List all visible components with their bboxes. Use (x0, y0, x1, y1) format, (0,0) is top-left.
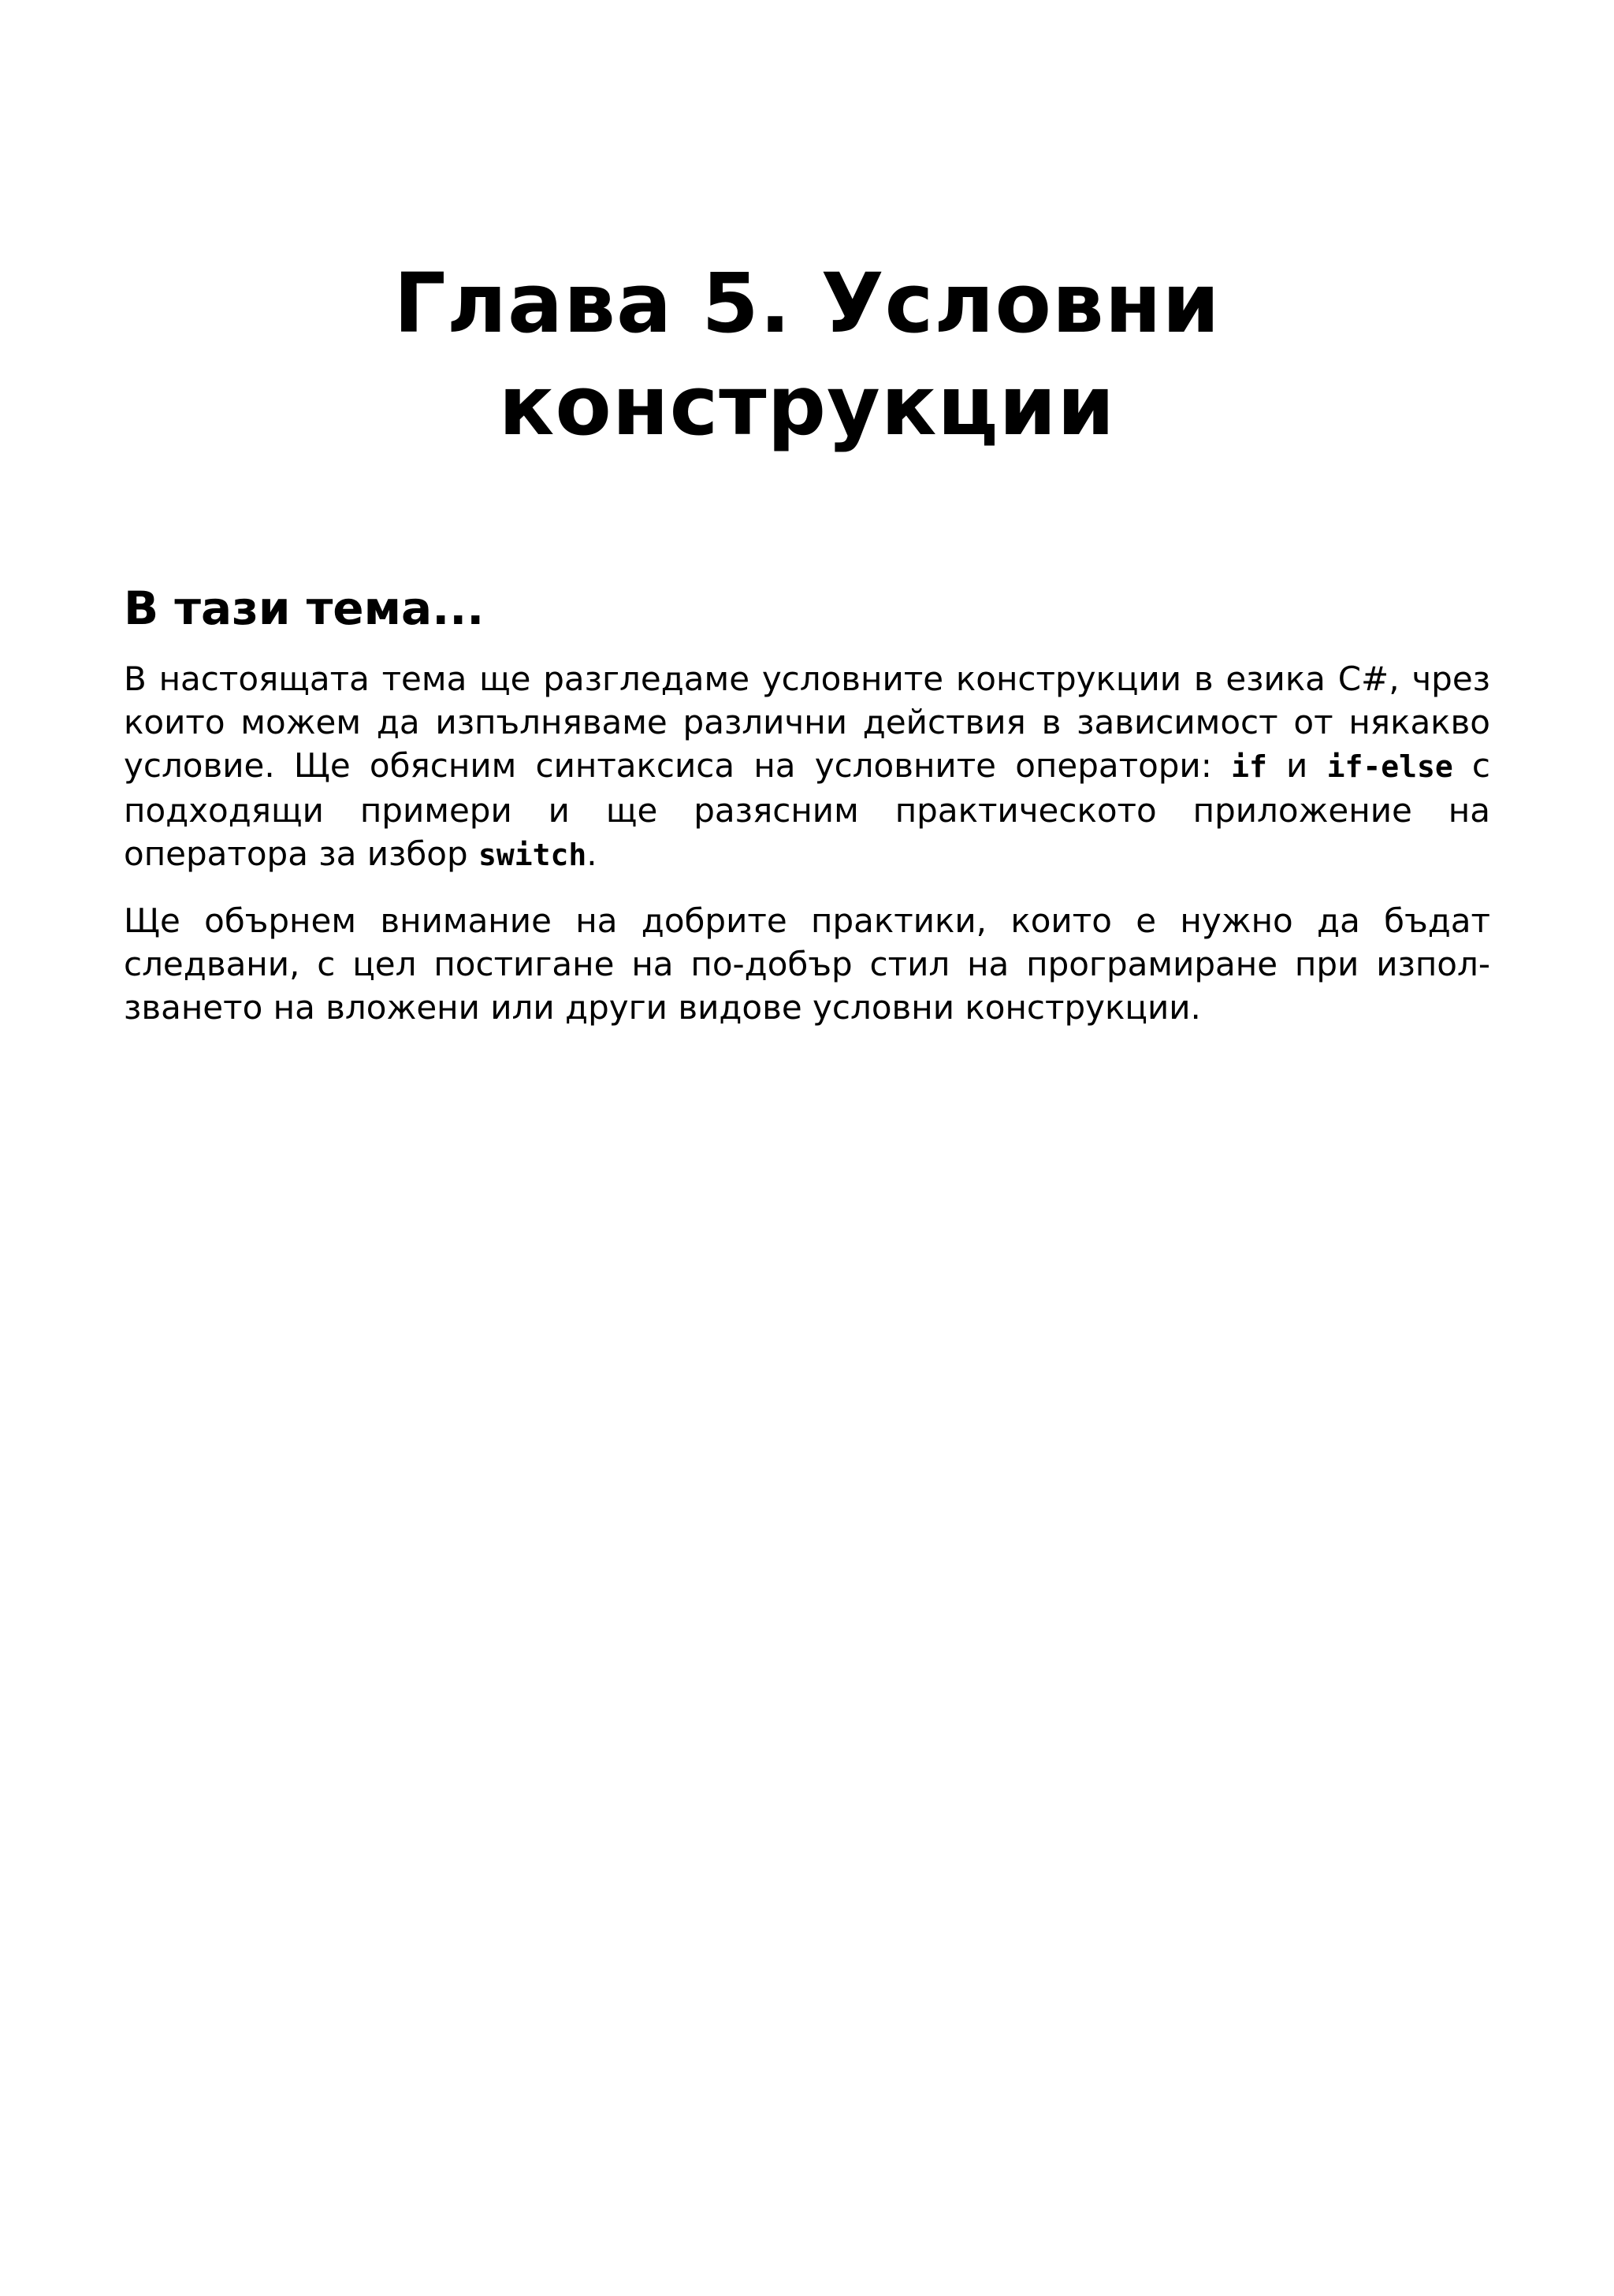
intro-text-d: . (586, 834, 597, 873)
code-if-else: if-else (1326, 749, 1453, 784)
intro-paragraph (124, 657, 1490, 877)
chapter-title-line-1: Глава 5. Условни (393, 255, 1221, 351)
intro-text-b: и (1266, 746, 1327, 785)
chapter-title-line-2: конструкции (498, 358, 1116, 454)
code-switch: switch (478, 838, 587, 872)
code-if: if (1231, 749, 1267, 784)
practices-line-1: Ще обърнем внимание на добрите практики, които е нужно да бъдат (124, 901, 1490, 940)
section-heading: В тази тема... (124, 581, 485, 635)
practices-line-3: зването на вложени или други видове условни конструкции. (124, 988, 1201, 1027)
intro-text-c: с подходящи примери и ще разясним практическото приложение на оператора за избор (124, 746, 1491, 873)
practices-line-2: следвани, с цел постигане на по-добър стил на програмиране при изпол- (124, 945, 1490, 983)
chapter-title (124, 252, 1490, 457)
practices-paragraph (124, 899, 1490, 1029)
body-text (124, 657, 1490, 1029)
intro-text-a: В настоящата тема ще разгледаме условните конструкции в езика C#, чрез които можем да изпълняваме различни действия в зависимост от някакво условие. Ще обясним синтаксиса на условните оператори: (124, 659, 1490, 785)
